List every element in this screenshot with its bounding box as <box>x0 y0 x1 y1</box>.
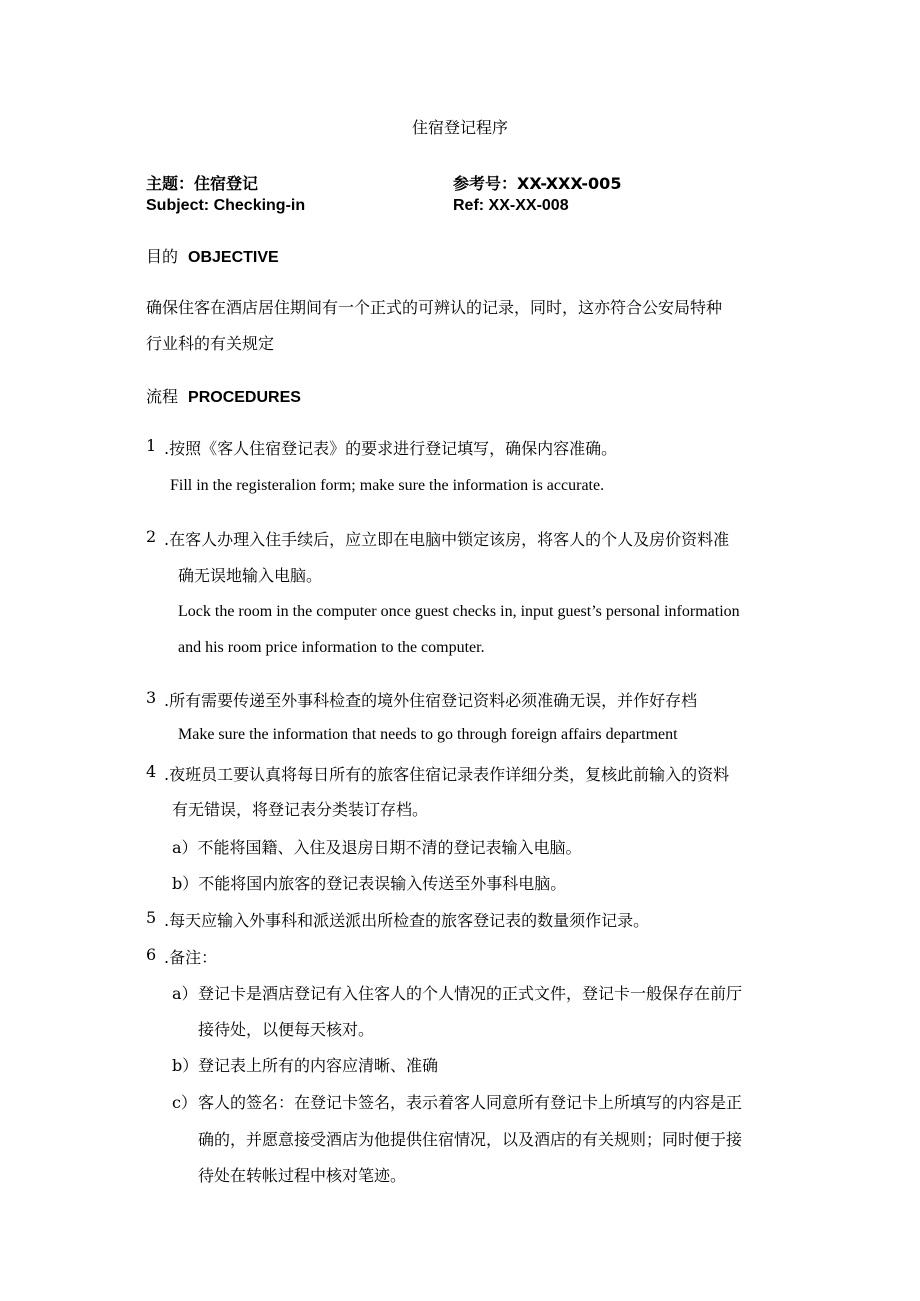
procedure-number: 2 <box>146 527 157 546</box>
objective-line: 确保住客在酒店居住期间有一个正式的可辨认的记录，同时，这亦符合公安局特种 <box>146 298 723 317</box>
sub-item-text: 登记卡是酒店登记有入住客人的个人情况的正式文件，登记卡一般保存在前厅 <box>198 984 743 1003</box>
procedure-number: 5 <box>146 908 157 927</box>
procedure-number: 3 <box>146 688 157 707</box>
objective-heading <box>146 244 279 267</box>
procedure-line-cn: .备注： <box>164 948 218 967</box>
sub-item-text: 不能将国籍、入住及退房日期不清的登记表输入电脑。 <box>197 838 582 857</box>
sub-item-label: a） <box>172 984 198 1003</box>
page-title: 住宿登记程序 <box>412 118 509 137</box>
procedure-number: 4 <box>146 762 157 781</box>
procedure-line-en: and his room price information to the computer. <box>178 639 485 656</box>
procedure-line-cn: 确无误地输入电脑。 <box>178 566 323 585</box>
sub-item-text: 不能将国内旅客的登记表误输入传送至外事科电脑。 <box>198 874 567 893</box>
sub-item-label: b） <box>172 874 199 893</box>
sub-item-label: b） <box>172 1056 199 1075</box>
sub-item-text: 登记表上所有的内容应清晰、准确 <box>198 1056 439 1075</box>
procedure-line-cn: .夜班员工要认真将每日所有的旅客住宿记录表作详细分类，复核此前输入的资料 <box>164 765 730 784</box>
sub-item-label: a） <box>172 838 198 857</box>
objective-heading-cn: 目的 <box>146 247 179 266</box>
sub-item-label: c） <box>172 1093 197 1112</box>
sub-item-4b <box>172 871 566 894</box>
ref-cn: 参考号：XX-XXX-005 <box>453 174 622 193</box>
sub-item-text: 确的，并愿意接受酒店为他提供住宿情况，以及酒店的有关规则；同时便于接 <box>198 1130 743 1149</box>
sub-item-text: 待处在转帐过程中核对笔迹。 <box>198 1166 407 1185</box>
subject-cn-value: 住宿登记 <box>194 174 259 193</box>
ref-en: Ref: XX-XX-008 <box>453 197 569 214</box>
sub-item-text: 接待处，以便每天核对。 <box>198 1020 375 1039</box>
sub-item-4a <box>172 835 582 858</box>
procedure-number: 1 <box>146 436 157 455</box>
sub-item-text: 客人的签名：在登记卡签名，表示着客人同意所有登记卡上所填写的内容是正 <box>198 1093 743 1112</box>
procedure-line-cn: .每天应输入外事科和派送派出所检查的旅客登记表的数量须作记录。 <box>164 911 650 930</box>
objective-heading-en: OBJECTIVE <box>188 249 279 266</box>
procedure-number: 6 <box>146 945 157 964</box>
subject-cn-label: 主题： <box>146 174 195 193</box>
subject-en: Subject: Checking-in <box>146 197 306 214</box>
subject-cn <box>146 171 258 194</box>
procedure-line-en: Lock the room in the computer once guest checks in, input guest’s personal information <box>178 603 740 620</box>
procedure-line-en: Make sure the information that needs to go through foreign affairs department <box>178 726 678 743</box>
procedure-line-cn: .在客人办理入住手续后，应立即在电脑中锁定该房，将客人的个人及房价资料准 <box>164 530 730 549</box>
objective-line: 行业科的有关规定 <box>146 334 275 353</box>
procedures-heading-cn: 流程 <box>146 387 179 406</box>
procedure-line-en: Fill in the registeralion form; make sure the information is accurate. <box>170 477 605 494</box>
procedures-heading-en: PROCEDURES <box>188 389 301 406</box>
procedures-heading <box>146 384 301 407</box>
procedure-line-cn: .所有需要传递至外事科检查的境外住宿登记资料必须准确无误，并作好存档 <box>164 691 698 710</box>
procedure-line-cn: 有无错误，将登记表分类装订存档。 <box>172 800 429 819</box>
procedure-line-cn: .按照《客人住宿登记表》的要求进行登记填写，确保内容准确。 <box>164 439 618 458</box>
